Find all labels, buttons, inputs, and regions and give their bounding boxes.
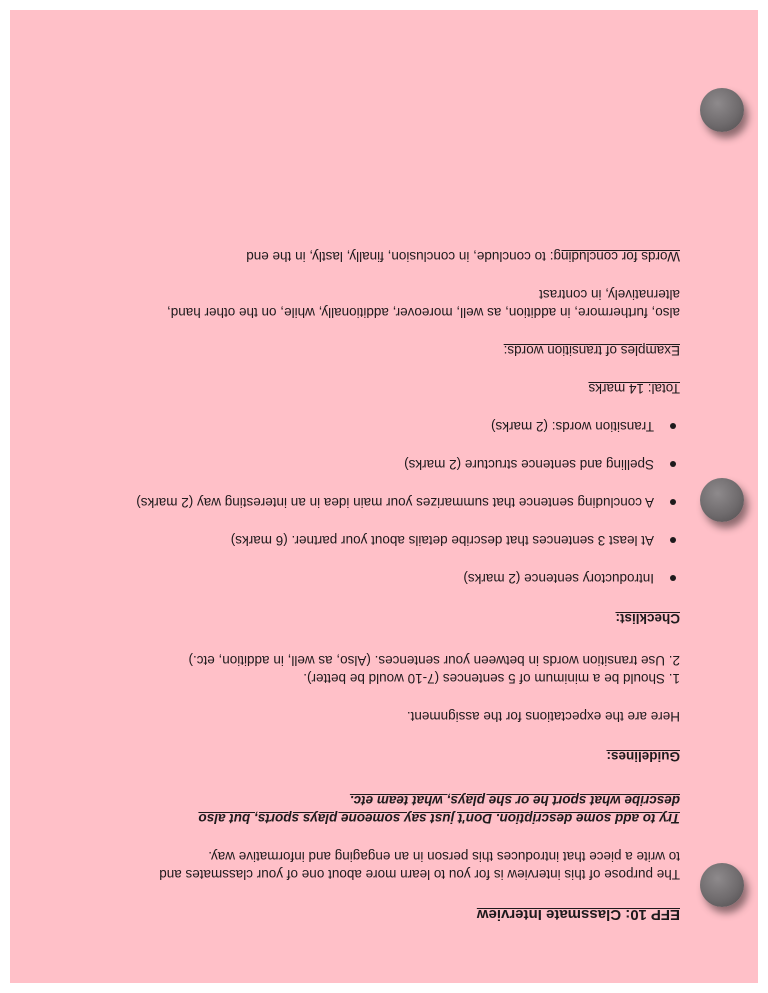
checklist-item: At least 3 sentences that describe details about your partner. (6 marks): [100, 531, 680, 549]
transition-examples-heading: Examples of transition words:: [503, 343, 680, 358]
tip-line-1: Try to add some description. Don't just say someone plays sports, but also: [198, 811, 680, 826]
guidelines-heading: Guidelines:: [606, 749, 680, 764]
rotated-page: [10, 10, 758, 983]
pink-paper-sheet: [10, 10, 758, 983]
checklist-item: Spelling and sentence structure (2 marks): [100, 455, 680, 473]
tip-line-2: describe what sport he or she plays, what team etc.: [349, 793, 680, 808]
intro-paragraph: [100, 847, 680, 883]
total-marks: Total: 14 marks: [588, 381, 680, 396]
document-body: [100, 247, 680, 923]
examples-line-1: also, furthermore, in addition, as well, moreover, additionally, while, on the other hand,: [166, 305, 680, 320]
binder-hole-bottom: [700, 863, 744, 907]
document-title: EFP 10: Classmate Interview: [476, 906, 680, 923]
binder-hole-top: [700, 88, 744, 132]
binder-hole-middle: [700, 478, 744, 522]
concluding-words: [100, 247, 680, 265]
checklist: [100, 417, 680, 587]
guideline-item: 1. Should be a minimum of 5 sentences (7-10 would be better).: [303, 671, 680, 686]
guidelines-list: [100, 651, 680, 687]
checklist-item: Transition words: (2 marks): [100, 417, 680, 435]
checklist-item: Introductory sentence (2 marks): [100, 569, 680, 587]
intro-line-2: to write a piece that introduces this person in an engaging and informative way.: [208, 849, 680, 864]
checklist-heading: Checklist:: [615, 611, 680, 626]
description-tip: [100, 791, 680, 827]
intro-line-1: The purpose of this interview is for you to learn more about one of your classmates and: [159, 867, 680, 882]
checklist-item: A concluding sentence that summarizes your main idea in an interesting way (2 marks): [100, 493, 680, 511]
concluding-label: Words for concluding: [553, 249, 680, 264]
expectations-text: Here are the expectations for the assignment.: [406, 709, 680, 724]
transition-examples: [100, 285, 680, 321]
guideline-item: 2. Use transition words in between your sentences. (Also, as well, in addition, etc.): [188, 653, 680, 668]
concluding-text: : to conclude, in conclusion, finally, lastly, in the end: [246, 249, 554, 264]
examples-line-2: alternatively, in contrast: [539, 287, 680, 302]
